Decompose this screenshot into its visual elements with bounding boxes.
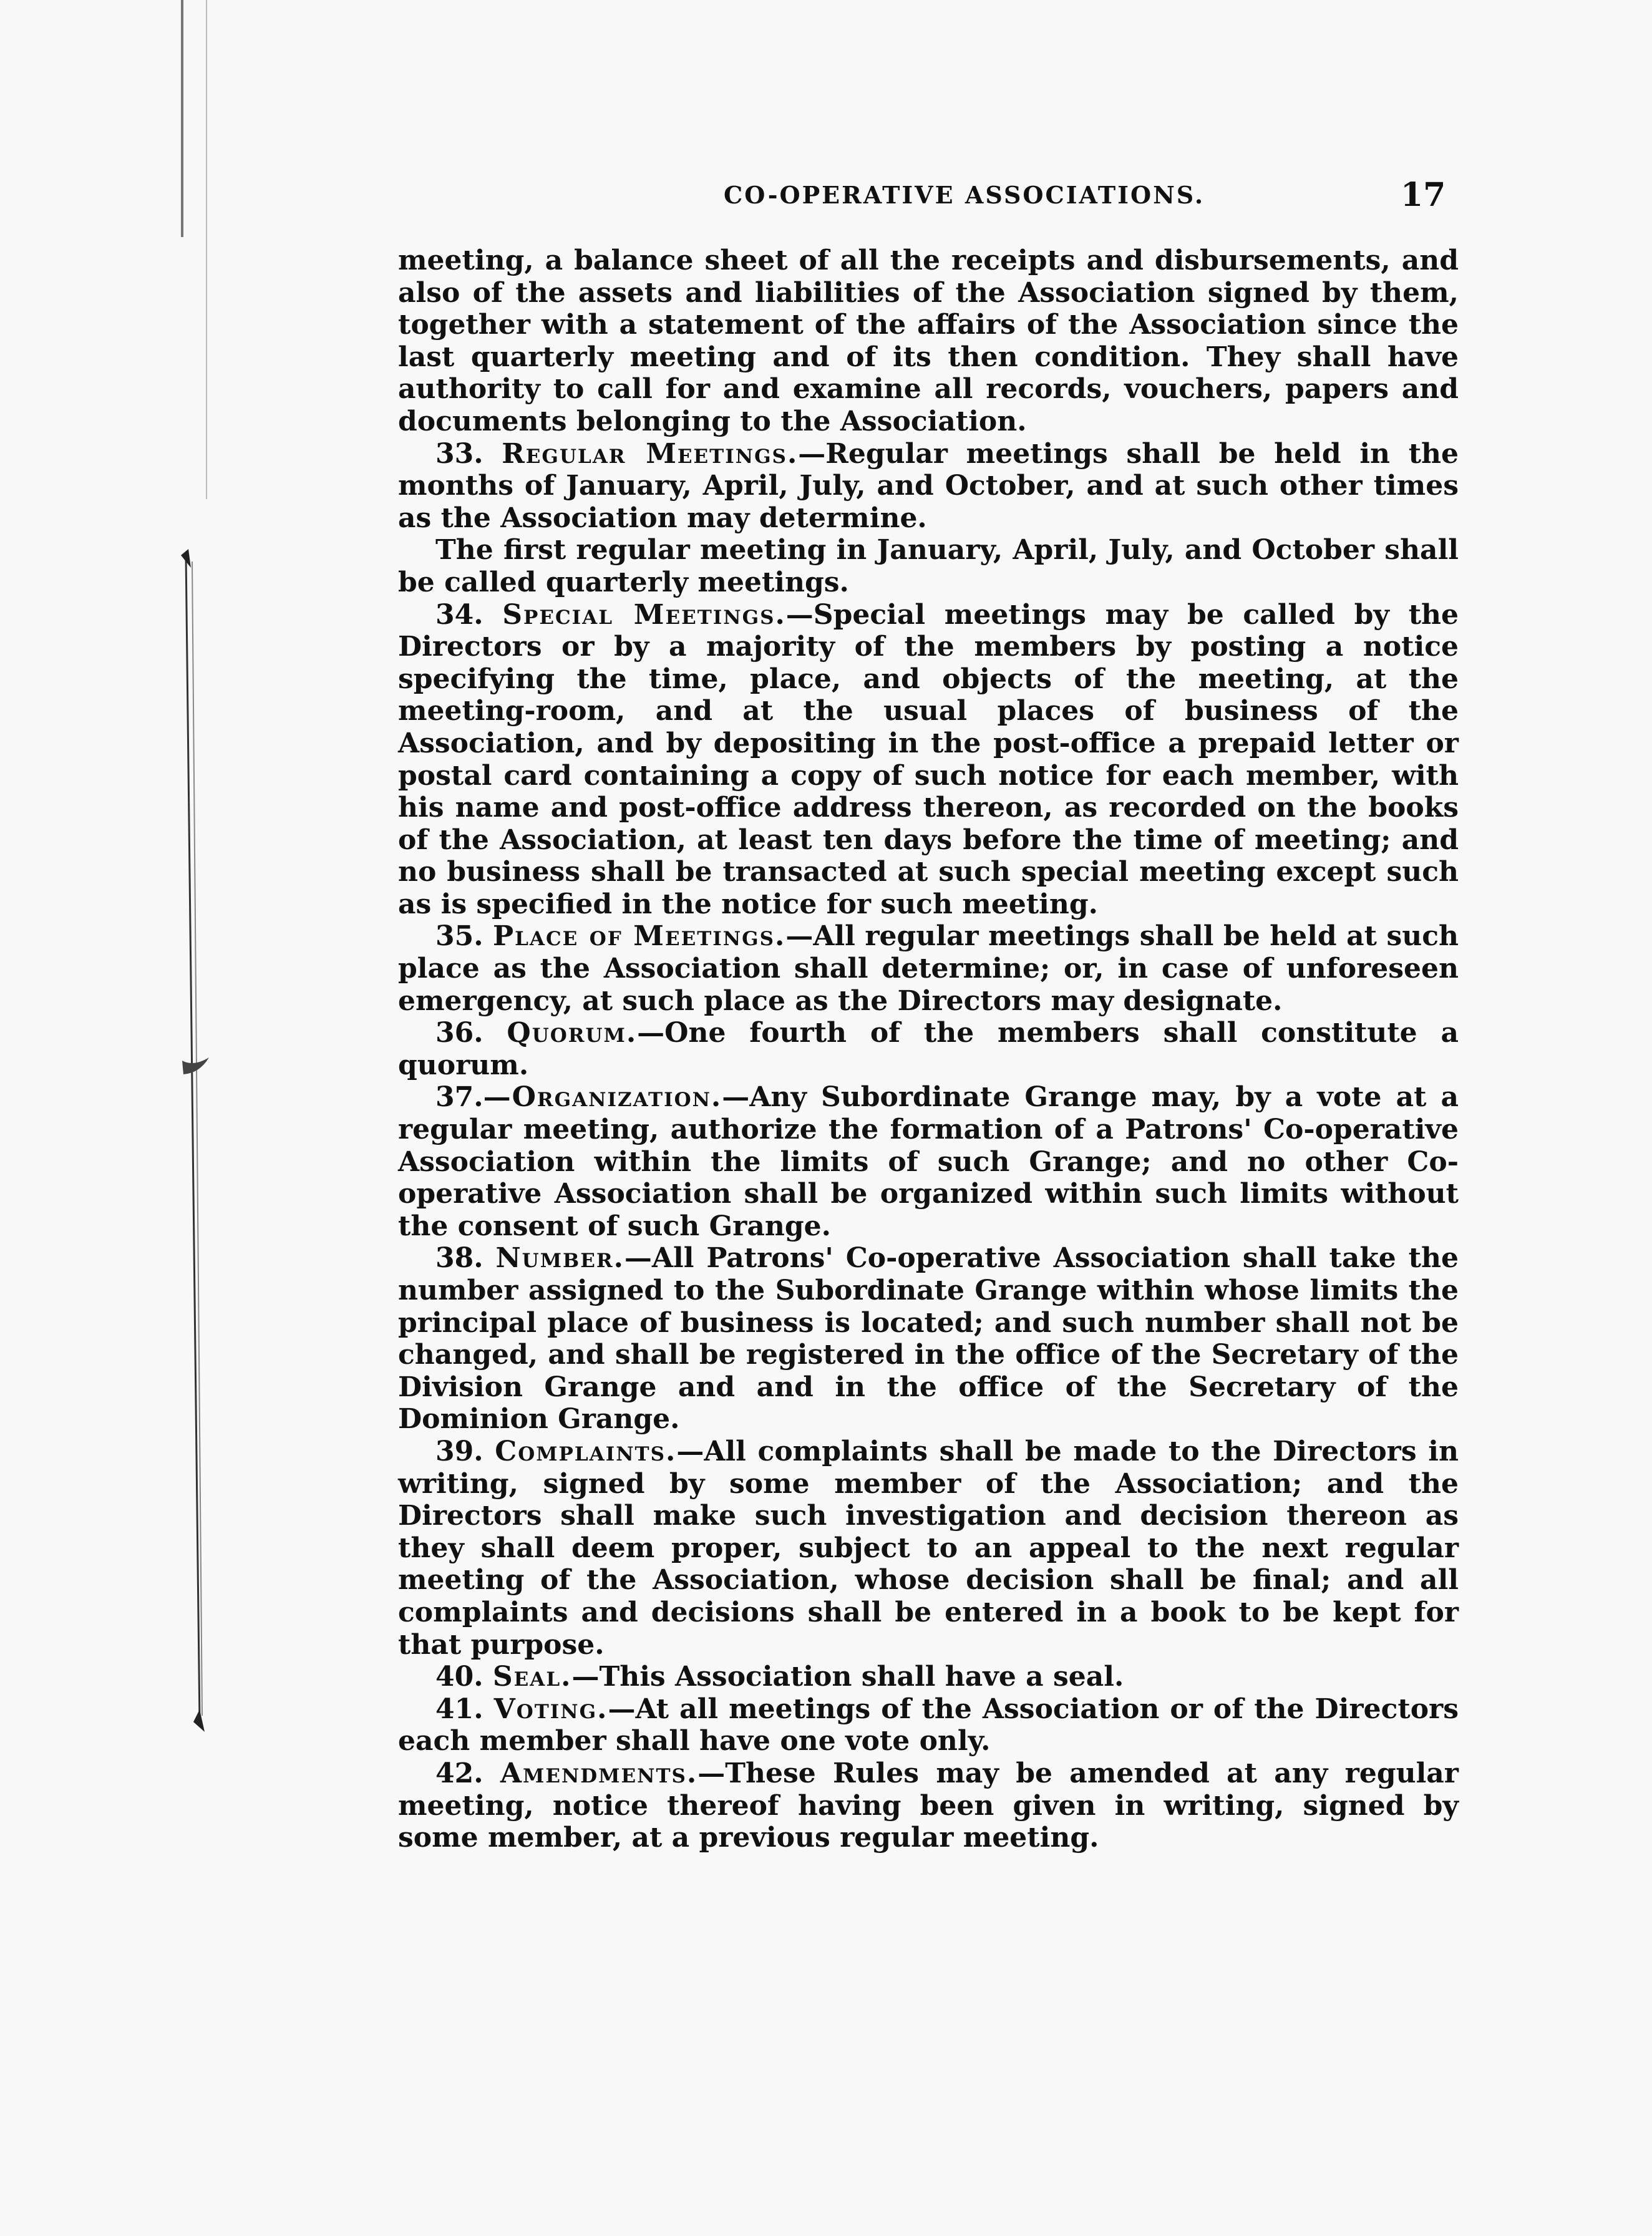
binding-stitch-graphic — [175, 549, 218, 1734]
section-number: 34. — [435, 598, 483, 631]
section-37 — [398, 1081, 1459, 1242]
section-number: 37. — [435, 1081, 483, 1114]
paragraph-text: meeting, a balance sheet of all the receipts and disbursements, and also of the assets and liabilities of the Association signed by them, together with a statement of the affairs of the Association since the last quarterly meeting and of its then condition. They shall have authority to call for and examine all records, vouchers, papers and documents belonging to the Association. — [398, 245, 1459, 437]
section-text: —Special meetings may be called by the Directors or by a majority of the members by posting a notice specifying the time, place, and objects of the meeting, at the meeting-room, and at the usual places of business of the Association, and by depositing in the post-office a prepaid letter or postal card containing a copy of such notice for each member, with his name and post-office address thereon, as recorded on the books of the Association, at least ten days before the time of meeting; and no business shall be transacted at such special meeting except such as is specified in the notice for such meeting. — [398, 598, 1459, 920]
section-number: 40. — [435, 1661, 483, 1693]
section-40 — [398, 1661, 1459, 1693]
section-heading: Quorum. — [507, 1017, 638, 1049]
section-text: —This Association shall have a seal. — [571, 1661, 1124, 1693]
section-42 — [398, 1757, 1459, 1854]
section-text: —Any Subordinate Grange may, by a vote at a regular meeting, authorize the formation of a Patrons' Co-operative Association within the limits of such Grange; and no other Co-operative Association shall be organized within such limits without the consent of such Grange. — [398, 1081, 1459, 1242]
section-33 — [398, 438, 1459, 535]
section-number: 36. — [435, 1017, 483, 1049]
section-41 — [398, 1693, 1459, 1757]
binding-stitch — [175, 549, 218, 1734]
section-38 — [398, 1242, 1459, 1436]
section-number: 41. — [435, 1693, 483, 1725]
section-heading: Number. — [495, 1242, 624, 1275]
section-heading: —Organization. — [483, 1081, 722, 1114]
body-text — [398, 245, 1459, 1854]
section-34 — [398, 599, 1459, 921]
section-36 — [398, 1017, 1459, 1081]
section-35 — [398, 920, 1459, 1017]
running-header: CO-OPERATIVE ASSOCIATIONS. — [724, 181, 1205, 209]
section-heading: Complaints. — [495, 1435, 677, 1467]
section-heading: Amendments. — [500, 1757, 698, 1789]
section-text: —All complaints shall be made to the Directors in writing, signed by some member of the Association; and the Directors shall make such investigation and decision thereon as they shall deem proper, subject to an appeal to the next regular meeting of the Association, whose decision shall be final; and all complaints and decisions shall be entered in a book to be kept for that purpose. — [398, 1435, 1459, 1661]
section-heading: Place of Meetings. — [493, 920, 786, 953]
section-heading: Voting. — [493, 1693, 608, 1725]
section-number: 38. — [435, 1242, 483, 1275]
section-number: 39. — [435, 1435, 483, 1467]
section-text: —Regular meetings shall be held in the months of January, April, July, and October, and at such other times as the Association may determine. — [398, 437, 1459, 534]
section-number: 33. — [435, 437, 483, 470]
section-text: —All regular meetings shall be held at such place as the Association shall determine; or, in case of unforeseen emergency, at such place as the Directors may designate. — [398, 920, 1459, 1017]
section-text: —All Patrons' Co-operative Association shall take the number assigned to the Subordinate Grange within whose limits the principal place of business is located; and such number shall not be changed, and shall be registered in the office of the Secretary of the Division Grange and and in the office of the Secretary of the Dominion Grange. — [398, 1242, 1459, 1436]
section-text: —One fourth of the members shall constitute a quorum. — [398, 1017, 1459, 1081]
section-text: —These Rules may be amended at any regular meeting, notice thereof having been given in writing, signed by some member, at a previous regular meeting. — [398, 1757, 1459, 1854]
section-39 — [398, 1436, 1459, 1661]
page-number: 17 — [1401, 176, 1446, 214]
paragraph-continued — [398, 245, 1459, 438]
section-number: 35. — [435, 920, 483, 953]
page-edge-shadow — [181, 0, 183, 237]
section-heading: Special Meetings. — [502, 598, 786, 631]
section-number: 42. — [435, 1757, 483, 1789]
section-heading: Seal. — [492, 1661, 572, 1693]
section-heading: Regular Meetings. — [502, 437, 799, 470]
page-fold-line — [206, 0, 207, 499]
paragraph-text: The first regular meeting in January, April, July, and October shall be called quarterly meetings. — [398, 534, 1459, 598]
section-text: —At all meetings of the Association or of the Directors each member shall have one vote only. — [398, 1693, 1459, 1757]
paragraph-quarterly — [398, 534, 1459, 598]
